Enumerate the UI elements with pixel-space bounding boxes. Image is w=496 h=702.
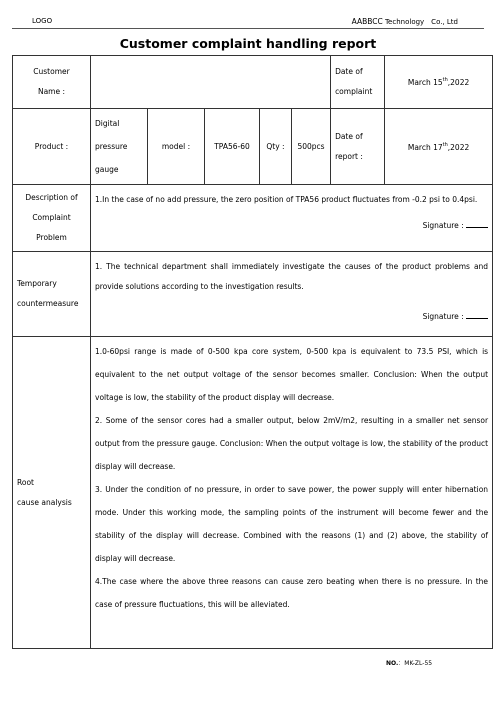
description-text: 1.In the case of no add pressure, the zero position of TPA56 product fluctuates from -0.2 psi to 0.4psi. [95,195,478,204]
row-description [13,185,493,252]
customer-name-value [91,56,331,109]
product-label: Product : [13,109,91,185]
company-brand: AABBCC [351,17,383,26]
company-suffix: Technology Co., Ltd [382,18,458,26]
temporary-label: Temporary countermeasure [13,252,91,337]
signature-blank[interactable] [466,219,488,228]
description-label: Description of Complaint Problem [13,185,91,252]
temporary-text: 1. The technical department shall immediately investigate the causes of the product problems and provide solutions according to the investigation results. [95,262,489,291]
root-cause-cell [91,337,493,649]
root-cause-paragraph: 2. Some of the sensor cores had a smaller output, below 2mV/m2, resulting in a smaller net sensor output from the pressure gauge. Conclusion: When the output voltage is low, the stability of the product display will decrease. [95,416,489,471]
row-product [13,109,493,185]
date-of-complaint-label: Date of complaint [331,56,385,109]
date-of-report-value: March 17th,2022 [385,109,493,185]
complaint-form-table [12,55,493,649]
document-number: NO.：MK-ZL-55 [386,660,433,667]
page-title: Customer complaint handling report [119,36,377,51]
temporary-cell [91,252,493,337]
product-value: Digital pressure gauge [91,109,148,185]
description-cell [91,185,493,252]
row-customer [13,56,493,109]
temporary-signature: Signature : [95,307,488,327]
date-of-report-label: Date of report : [331,109,385,185]
date-of-complaint-value: March 15th,2022 [385,56,493,109]
model-value: TPA56-60 [205,109,260,185]
qty-label: Qty : [260,109,292,185]
description-signature: Signature : [95,216,488,236]
root-cause-paragraph: 4.The case where the above three reasons can cause zero beating when there is no pressure. In the case of pressure fluctuations, this will be alleviated. [95,577,489,609]
model-label: model : [148,109,205,185]
customer-name-label: Customer Name : [13,56,91,109]
header-divider [12,28,484,29]
root-cause-label: Root cause analysis [13,337,91,649]
row-root-cause [13,337,493,649]
root-cause-paragraph: 3. Under the condition of no pressure, in order to save power, the power supply will enter hibernation mode. Under this working mode, the sampling points of the instrument will become fewer and the stability of the display will decrease. Combined with the reasons (1) and (2) above, the stability of display will decrease. [95,485,489,563]
qty-value: 500pcs [292,109,331,185]
signature-blank[interactable] [466,310,488,319]
company-name [352,17,458,27]
row-temporary [13,252,493,337]
logo: LOGO [32,17,53,25]
root-cause-paragraph: 1.0-60psi range is made of 0-500 kpa core system, 0-500 kpa is equivalent to 73.5 PSI, which is equivalent to the net output voltage of the sensor becomes smaller. Conclusion: When the output voltage is low, the stability of the product display will decrease. [95,347,489,402]
